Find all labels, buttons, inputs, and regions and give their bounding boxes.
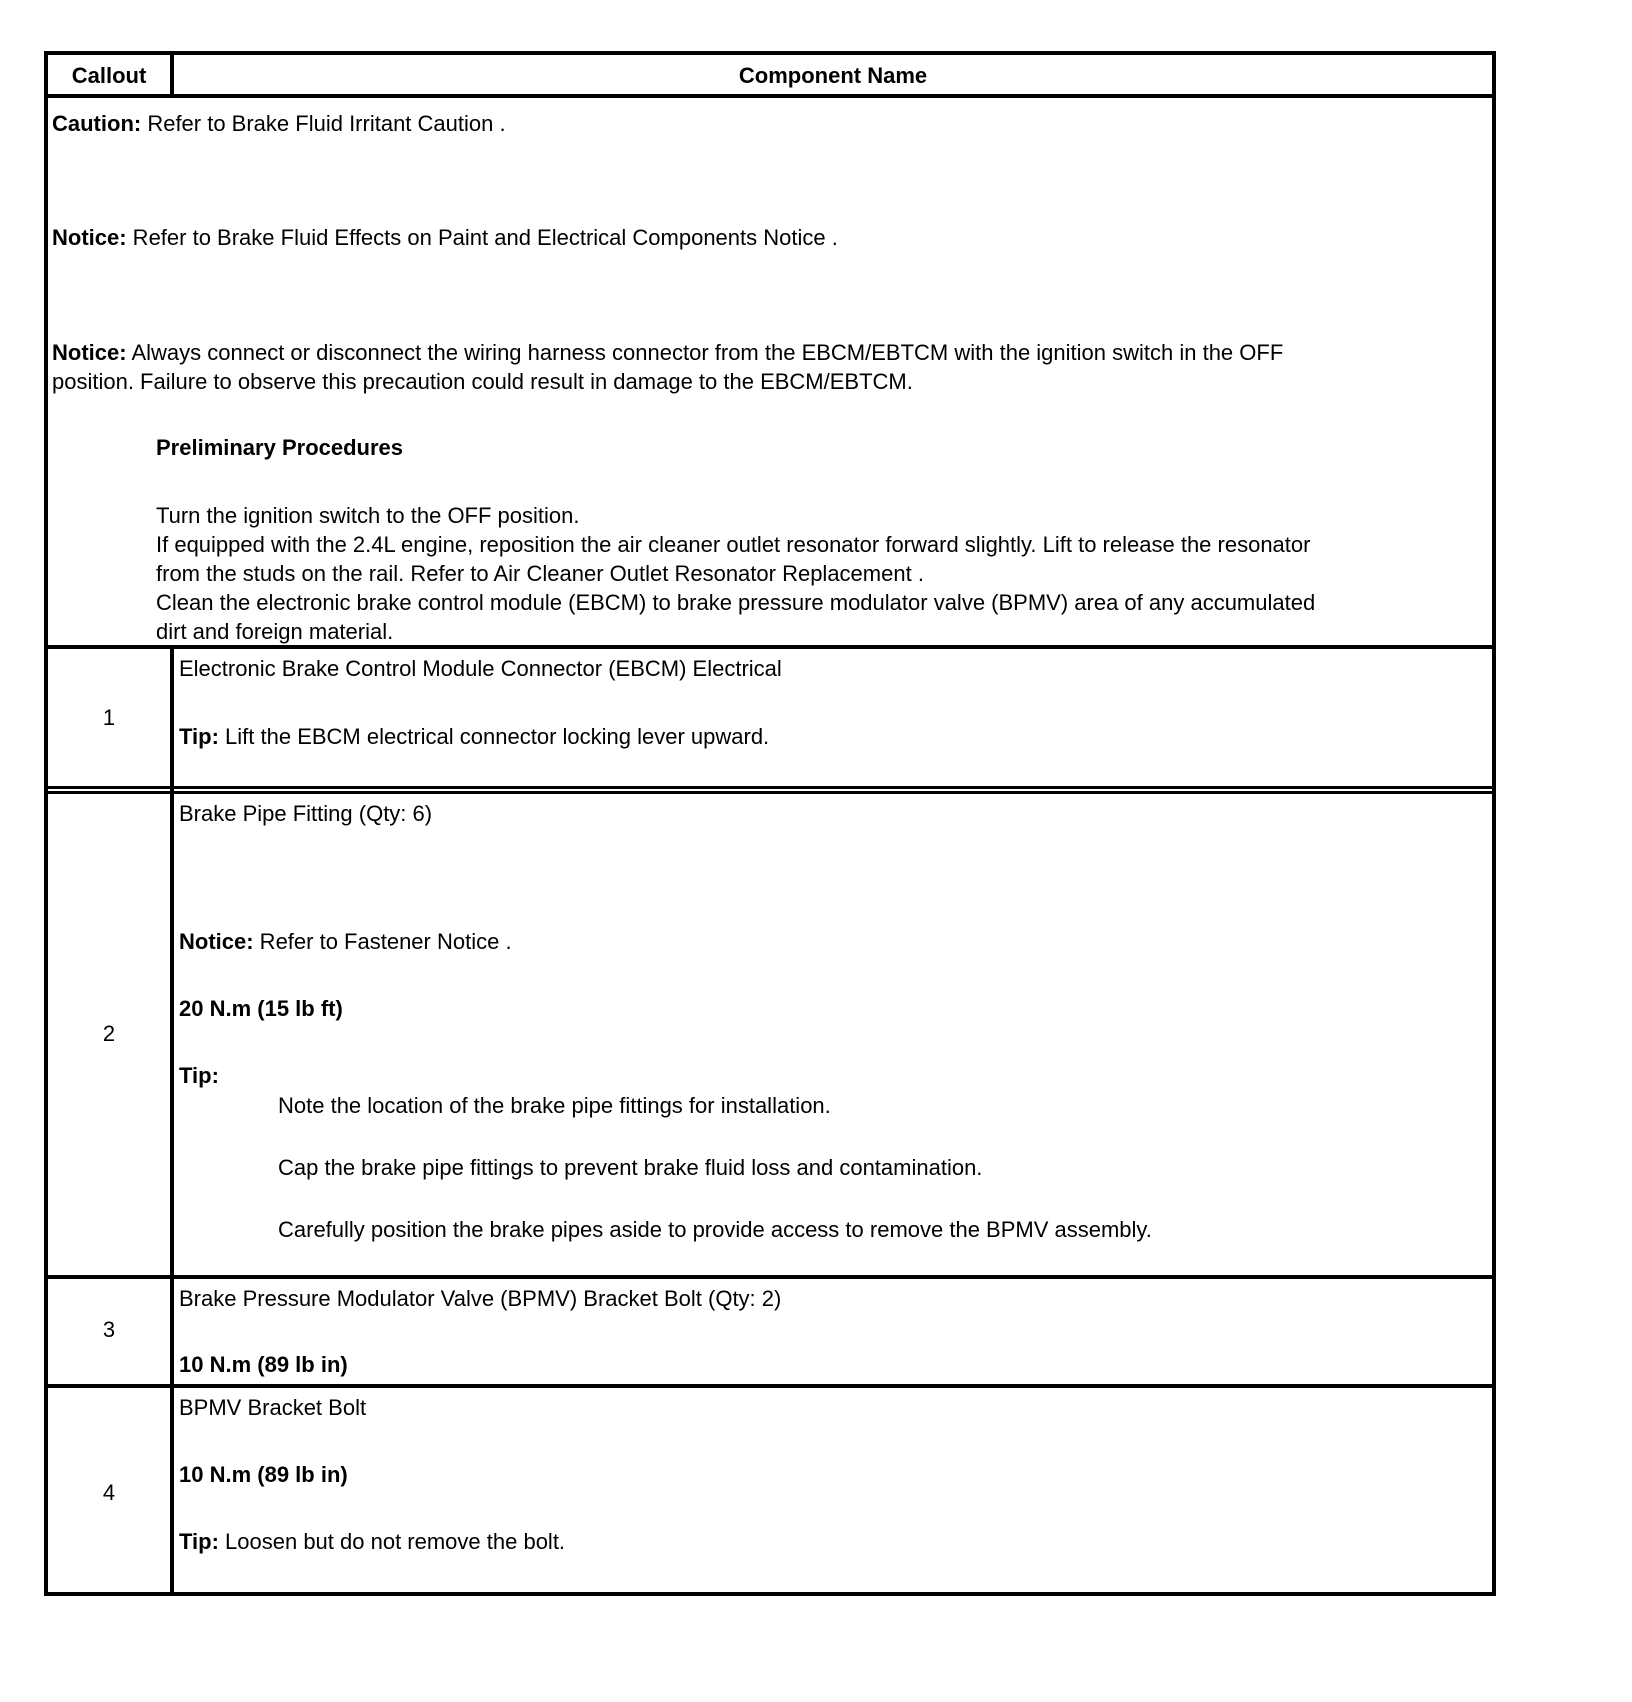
row-divider [48, 1384, 1492, 1388]
tip-item: Note the location of the brake pipe fittings for installation. [278, 1093, 831, 1118]
tip-label: Tip: [179, 724, 219, 749]
notice-wiring-text-1: Always connect or disconnect the wiring harness connector from the EBCM/EBTCM with the ignition switch in the OFF [126, 340, 1284, 365]
row-divider [48, 1275, 1492, 1279]
row-double-divider-top [48, 786, 1492, 789]
tip-item: Cap the brake pipe fittings to prevent brake fluid loss and contamination. [278, 1155, 983, 1180]
torque-spec: 10 N.m (89 lb in) [179, 1352, 348, 1377]
torque-spec: 10 N.m (89 lb in) [179, 1462, 348, 1487]
callout-number: 4 [102, 1480, 116, 1505]
tip-paragraph [179, 722, 769, 751]
preliminary-line: If equipped with the 2.4L engine, reposition the air cleaner outlet resonator forward slightly. Lift to release the resonator [156, 532, 1311, 557]
header-component-name: Component Name [738, 63, 928, 88]
component-name: Brake Pressure Modulator Valve (BPMV) Bracket Bolt (Qty: 2) [179, 1286, 782, 1311]
header-column-divider [170, 55, 174, 96]
header-divider [48, 94, 1492, 98]
notice-paint-paragraph [52, 223, 1484, 252]
callout-number: 3 [102, 1317, 116, 1342]
tip-item: Carefully position the brake pipes aside to provide access to remove the BPMV assembly. [278, 1217, 1152, 1242]
component-name: Electronic Brake Control Module Connector (EBCM) Electrical [179, 656, 782, 681]
callout-number: 1 [102, 705, 116, 730]
notice-paint-text: Refer to Brake Fluid Effects on Paint and Electrical Components Notice . [126, 225, 838, 250]
caution-label: Caution: [52, 111, 142, 136]
preliminary-line: Clean the electronic brake control module (EBCM) to brake pressure modulator valve (BPMV) area of any accumulated [156, 590, 1316, 615]
caution-paragraph [52, 109, 1484, 138]
tip-text: Loosen but do not remove the bolt. [218, 1529, 566, 1554]
row-double-divider-bottom [48, 791, 1492, 794]
tip-text: Lift the EBCM electrical connector locking lever upward. [218, 724, 770, 749]
preliminary-line: dirt and foreign material. [156, 619, 394, 644]
notice-wiring-paragraph [52, 338, 1484, 396]
notice-paint-label: Notice: [52, 225, 127, 250]
notice-wiring-label: Notice: [52, 340, 127, 365]
notice-wiring-text-2: position. Failure to observe this precaution could result in damage to the EBCM/EBTCM. [52, 369, 913, 394]
preliminary-line: from the studs on the rail. Refer to Air Cleaner Outlet Resonator Replacement . [156, 561, 924, 586]
component-name: Brake Pipe Fitting (Qty: 6) [179, 801, 433, 826]
preliminary-procedures-list [156, 501, 1315, 646]
notice-label: Notice: [179, 929, 254, 954]
procedure-table [44, 51, 1496, 1596]
caution-text: Refer to Brake Fluid Irritant Caution . [141, 111, 506, 136]
notice-paragraph [179, 927, 512, 956]
component-name: BPMV Bracket Bolt [179, 1395, 367, 1420]
torque-spec: 20 N.m (15 lb ft) [179, 996, 343, 1021]
tip-label: Tip: [179, 1063, 219, 1088]
notices-divider [48, 645, 1492, 649]
tip-paragraph [179, 1527, 565, 1556]
tip-label: Tip: [179, 1529, 219, 1554]
preliminary-procedures-title: Preliminary Procedures [156, 435, 404, 460]
preliminary-line: Turn the ignition switch to the OFF position. [156, 503, 580, 528]
callout-number: 2 [102, 1021, 116, 1046]
notice-text: Refer to Fastener Notice . [253, 929, 512, 954]
header-callout: Callout [71, 63, 147, 88]
